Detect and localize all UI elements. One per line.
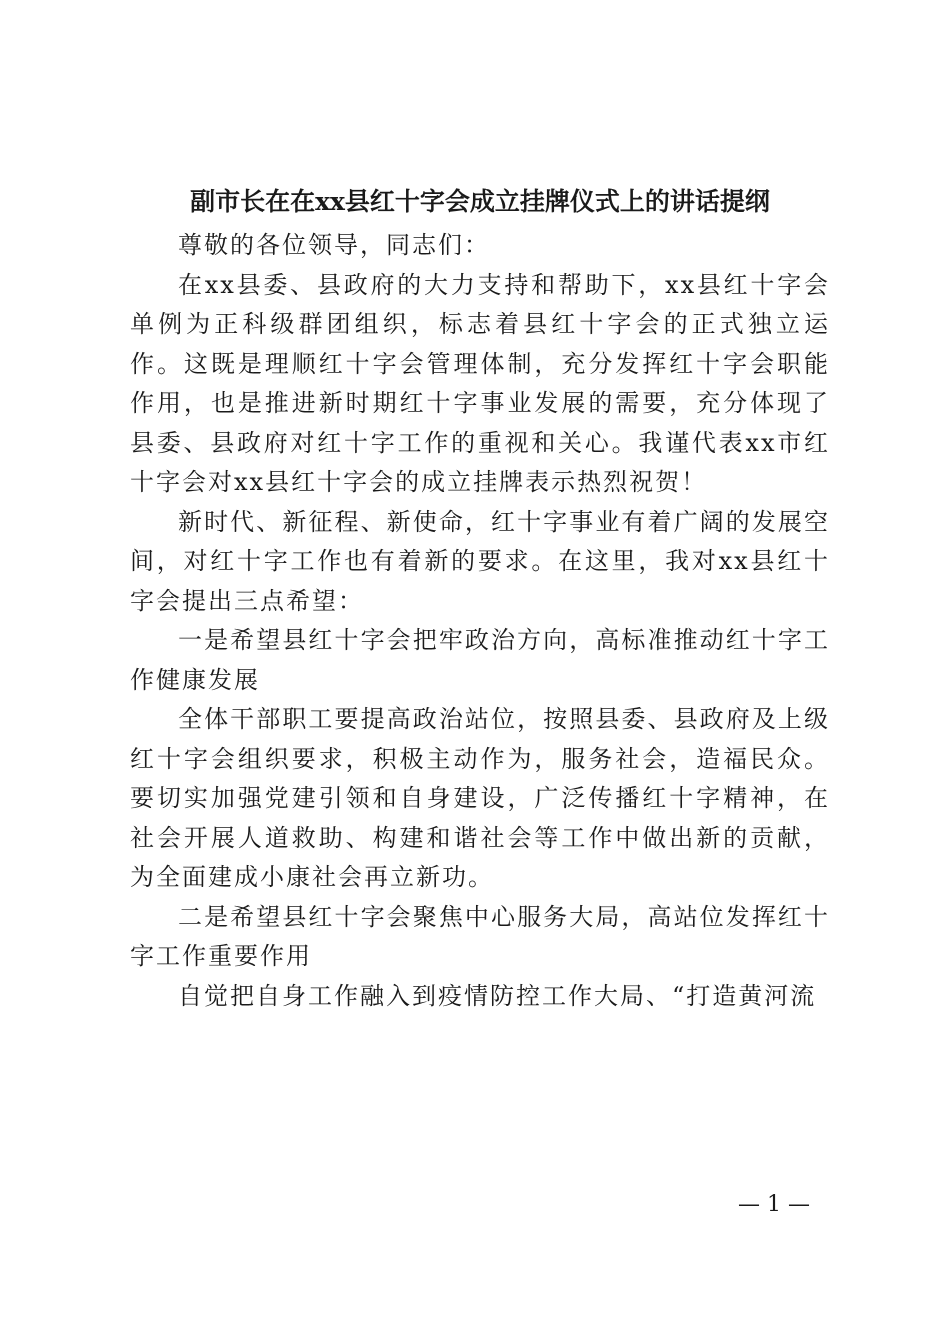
paragraph-hope-2-heading: 二是希望县红十字会聚焦中心服务大局，高站位发挥红十字工作重要作用: [130, 902, 830, 970]
document-title: 副市长在在xx县红十字会成立挂牌仪式上的讲话提纲: [190, 187, 770, 216]
paragraph-hope-1-heading: 一是希望县红十字会把牢政治方向，高标准推动红十字工作健康发展: [130, 626, 830, 694]
paragraph-hope-1-body: 全体干部职工要提高政治站位，按照县委、县政府及上级红十字会组织要求，积极主动作为，服务社会，造福民众。要切实加强党建引领和自身建设，广泛传播红十字精神，在社会开展人道救助、构建和谐社会等工作中做出新的贡献，为全面建成小康社会再立新功。: [130, 705, 830, 891]
salutation: 尊敬的各位领导，同志们：: [178, 231, 490, 259]
page-number: — 1 —: [738, 1192, 810, 1217]
paragraph-context: 新时代、新征程、新使命，红十字事业有着广阔的发展空间，对红十字工作也有着新的要求。在这里，我对xx县红十字会提出三点希望：: [130, 507, 830, 615]
document-body: [130, 226, 830, 1016]
paragraph-hope-2-body: 自觉把自身工作融入到疫情防控工作大局、“打造黄河流: [178, 981, 817, 1010]
paragraph-intro: 在xx县委、县政府的大力支持和帮助下，xx县红十字会单例为正科级群团组织，标志着县红十字会的正式独立运作。这既是理顺红十字会管理体制，充分发挥红十字会职能作用，也是推进新时期红十字事业发展的需要，充分体现了县委、县政府对红十字工作的重视和关心。我谨代表xx市红十字会对xx县红十字会的成立挂牌表示热烈祝贺！: [130, 270, 830, 496]
